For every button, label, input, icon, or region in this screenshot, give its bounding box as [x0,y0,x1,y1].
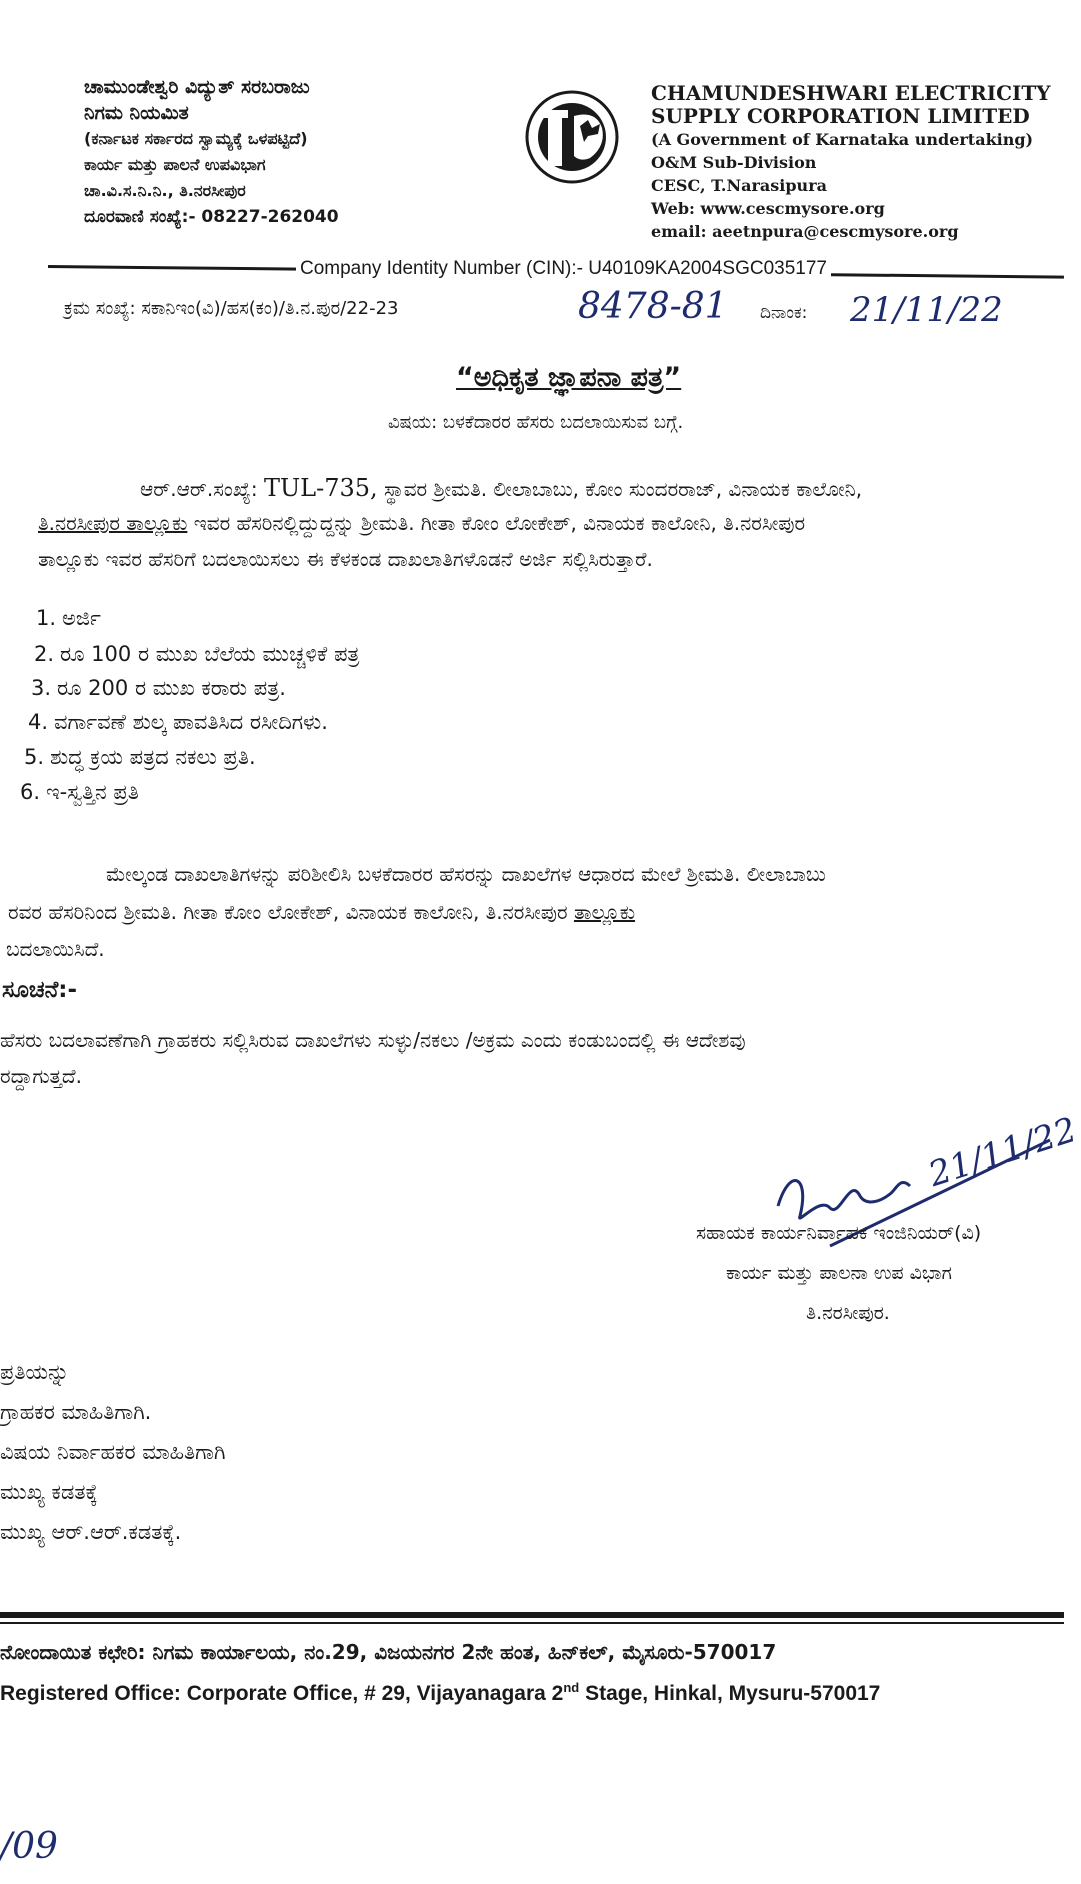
taluk-underlined-2: ತಾಲ್ಲೂಕು [573,900,636,924]
reference-label: ಕ್ರಮ ಸಂಖ್ಯೆ: ಸಕಾನಿಇಂ(ವಿ)/ಹಸ(ಕಂ)/ತಿ.ನ.ಪುರ/22-23 [64,298,399,319]
list-item: 3. ರೂ 200 ರ ಮುಖ ಕರಾರು ಪತ್ರ. [31,676,286,700]
copy-to-list [0,1352,225,1552]
list-item: 5. ಶುದ್ಧ ಕ್ರಯ ಪತ್ರದ ನಕಲು ಪ್ರತಿ. [24,745,256,769]
date-label: ದಿನಾಂಕ: [760,303,808,323]
subject-line: ವಿಷಯ: ಬಳಕೆದಾರರ ಹೆಸರು ಬದಲಾಯಿಸುವ ಬಗ್ಗೆ. [388,412,684,433]
letter-title: “ಅಧಿಕೃತ ಜ್ಞಾಪನಾ ಪತ್ರ” [456,362,682,393]
designation-line2: ಕಾರ್ಯ ಮತ್ತು ಪಾಲನಾ ಉಪ ವಿಭಾಗ [726,1262,952,1284]
header-en-line-1: CHAMUNDESHWARI ELECTRICITY [651,81,1051,105]
header-en-line-5: CESC, T.Narasipura [651,176,827,195]
cesc-logo [520,86,624,188]
footer-rule-thin [0,1622,1064,1624]
para1-line1-rest: ಸ್ಥಾವರ ಶ್ರೀಮತಿ. ಲೀಲಾಬಾಬು, ಕೋಂ ಸುಂದರರಾಜ್, ವಿನಾಯಕ ಕಾಲೋನಿ, [384,477,863,501]
header-en-line-7: email: aeetnpura@cescmysore.org [651,222,959,241]
para1-line1 [140,474,862,502]
header-kn-line-4: ಕಾರ್ಯ ಮತ್ತು ಪಾಲನೆ ಉಪವಿಭಾಗ [84,155,266,174]
header-kn-line-6: ದೂರವಾಣಿ ಸಂಖ್ಯೆ:- 08227-262040 [84,207,339,227]
header-kn-line-1: ಚಾಮುಂಡೇಶ್ವರಿ ವಿದ್ಯುತ್ ಸರಬರಾಜು [84,76,310,98]
copy-to-item: ಗ್ರಾಹಕರ ಮಾಹಿತಿಗಾಗಿ. [0,1400,152,1424]
list-item: 1. ಅರ್ಜಿ [36,606,101,630]
para1-line2 [38,511,805,535]
para2-line2-text: ರವರ ಹೆಸರಿನಿಂದ ಶ್ರೀಮತಿ. ಗೀತಾ ಕೋಂ ಲೋಕೇಶ್, ವಿನಾಯಕ ಕಾಲೋನಿ, ತಿ.ನರಸೀಪುರ [8,900,568,924]
para2-line2 [8,900,635,924]
header-en-line-4: O&M Sub-Division [651,153,817,172]
list-item: 6. ಇ-ಸ್ವತ್ತಿನ ಪ್ರತಿ [20,780,139,804]
signature-date: 21/11/22 [923,1109,1081,1196]
note-line2: ರದ್ದಾಗುತ್ತದೆ. [0,1064,82,1088]
header-en-line-2: SUPPLY CORPORATION LIMITED [651,104,1030,128]
rr-label: ಆರ್.ಆರ್.ಸಂಖ್ಯೆ: [140,477,258,501]
header-en-line-3: (A Government of Karnataka undertaking) [651,130,1034,149]
header-kn-line-5: ಚಾ.ವಿ.ಸ.ನಿ.ನಿ., ತಿ.ನರಸೀಪುರ [84,181,246,200]
para2-line1: ಮೇಲ್ಕಂಡ ದಾಖಲಾತಿಗಳನ್ನು ಪರಿಶೀಲಿಸಿ ಬಳಕೆದಾರರ ಹೆಸರನ್ನು ದಾಖಲೆಗಳ ಆಧಾರದ ಮೇಲೆ ಶ್ರೀಮತಿ. ಲೀಲಾಬಾಬು [106,862,826,886]
list-item: 4. ವರ್ಗಾವಣೆ ಶುಲ್ಕ ಪಾವತಿಸಿದ ರಸೀದಿಗಳು. [28,710,328,734]
header-english-block [651,82,1051,243]
designation-line1: ಸಹಾಯಕ ಕಾರ್ಯನಿರ್ವಾಹಕ ಇಂಜಿನಿಯರ್(ವಿ) [696,1222,982,1244]
footer-english: Registered Office: Corporate Office, # 29, Vijayanagara 2nd Stage, Hinkal, Mysuru-570017 [0,1680,881,1705]
rr-number: TUL-735, [263,474,378,502]
para2-line3: ಬದಲಾಯಿಸಿದೆ. [6,937,105,961]
header-kn-line-2: ನಿಗಮ ನಿಯಮಿತ [84,102,189,124]
footer-kannada: ನೋಂದಾಯಿತ ಕಛೇರಿ: ನಿಗಮ ಕಾರ್ಯಾಲಯ, ನಂ.29, ವಿಜಯನಗರ 2ನೇ ಹಂತ, ಹಿನ್‌ಕಲ್, ಮೈಸೂರು-570017 [0,1640,777,1664]
reference-number: 8478-81 [578,286,728,327]
copy-to-heading: ಪ್ರತಿಯನ್ನು [0,1360,70,1384]
note-heading: ಸೂಚನೆ:- [2,977,78,1003]
copy-to-item: ಮುಖ್ಯ ಕಡತಕ್ಕೆ [0,1480,98,1504]
date-value: 21/11/22 [850,290,1003,330]
para1-line3: ತಾಲ್ಲೂಕು ಇವರ ಹೆಸರಿಗೆ ಬದಲಾಯಿಸಲು ಈ ಕೆಳಕಂಡ ದಾಖಲಾತಿಗಳೊಡನೆ ಅರ್ಜಿ ಸಲ್ಲಿಸಿರುತ್ತಾರೆ. [38,547,653,571]
taluk-underlined: ತಿ.ನರಸೀಪುರ ತಾಲ್ಲೂಕು [38,511,188,535]
stray-handwritten-mark: /09 [0,1826,58,1867]
copy-to-item: ವಿಷಯ ನಿರ್ವಾಹಕರ ಮಾಹಿತಿಗಾಗಿ [0,1440,226,1464]
header-kn-line-3: (ಕರ್ನಾಟಕ ಸರ್ಕಾರದ ಸ್ವಾಮ್ಯಕ್ಕೆ ಒಳಪಟ್ಟಿದೆ) [84,129,308,148]
list-item: 2. ರೂ 100 ರ ಮುಖ ಬೆಲೆಯ ಮುಚ್ಚಳಿಕೆ ಪತ್ರ [34,642,360,666]
designation-line3: ತಿ.ನರಸೀಪುರ. [806,1302,890,1324]
cin-line: Company Identity Number (CIN):- U40109KA2004SGC035177 [296,258,831,280]
footer-rule-thick [0,1612,1064,1618]
header-kannada-block [84,74,339,230]
para1-line2-rest: ಇವರ ಹೆಸರಿನಲ್ಲಿದ್ದುದ್ದನ್ನು ಶ್ರೀಮತಿ. ಗೀತಾ ಕೋಂ ಲೋಕೇಶ್, ವಿನಾಯಕ ಕಾಲೋನಿ, ತಿ.ನರಸೀಪುರ [193,511,806,535]
copy-to-item: ಮುಖ್ಯ ಆರ್.ಆರ್.ಕಡತಕ್ಕೆ. [0,1520,182,1544]
note-line1: ಹೆಸರು ಬದಲಾವಣೆಗಾಗಿ ಗ್ರಾಹಕರು ಸಲ್ಲಿಸಿರುವ ದಾಖಲೆಗಳು ಸುಳ್ಳು/ನಕಲು /ಅಕ್ರಮ ಎಂದು ಕಂಡುಬಂದಲ್ಲಿ ಈ ಆದೇಶವು [0,1028,746,1052]
header-en-line-6: Web: www.cescmysore.org [651,199,885,218]
